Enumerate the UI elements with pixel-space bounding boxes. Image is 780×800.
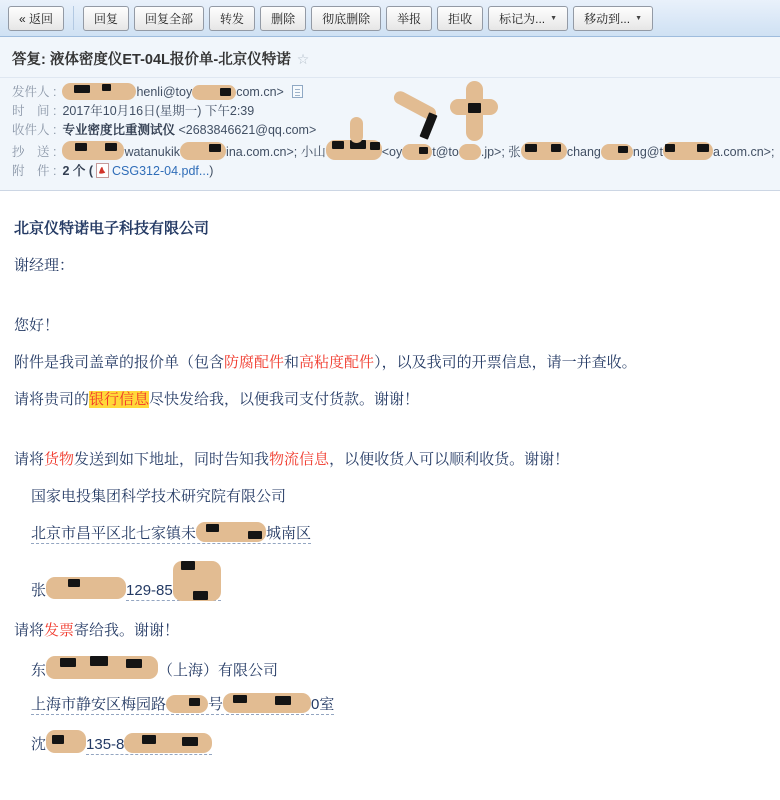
text-part: （上海）有限公司 bbox=[158, 662, 279, 679]
from-address-part: henli@toy bbox=[136, 85, 193, 99]
cc-address-part: t@to bbox=[432, 145, 459, 159]
text-part: 城南区 bbox=[266, 525, 312, 542]
text-part: 尽快发给我，以便我司支付货款。谢谢！ bbox=[149, 391, 420, 408]
reject-button[interactable]: 拒收 bbox=[437, 6, 483, 31]
from-row bbox=[12, 83, 768, 102]
attachment-count: 2 个 ( bbox=[62, 164, 94, 178]
cc-row bbox=[12, 140, 775, 162]
redaction-blob bbox=[326, 140, 382, 160]
text-part: 附件是我司盖章的报价单（包含 bbox=[14, 354, 225, 371]
text-part: 张 bbox=[31, 582, 47, 599]
delete-forever-button[interactable]: 彻底删除 bbox=[311, 6, 381, 31]
redaction-blob bbox=[402, 144, 432, 160]
mark-as-button[interactable] bbox=[488, 6, 568, 31]
subject-bar bbox=[0, 37, 780, 78]
body-paragraph-invoice bbox=[14, 619, 764, 642]
text-part: 135-8 bbox=[86, 736, 125, 753]
contact-card-icon[interactable] bbox=[292, 85, 303, 98]
toolbar-separator bbox=[73, 6, 74, 30]
text-part: 0室 bbox=[311, 696, 335, 713]
red-text: 高粘度配件 bbox=[299, 354, 375, 371]
to-address: <2683846621@qq.com> bbox=[178, 123, 317, 137]
cc-address-part: a.com.cn>; bbox=[712, 145, 775, 159]
red-text: 货物 bbox=[44, 451, 75, 468]
forward-button[interactable]: 转发 bbox=[209, 6, 255, 31]
redaction-blob bbox=[46, 730, 86, 753]
text-part: 请将 bbox=[14, 451, 45, 468]
redaction-blob bbox=[601, 144, 633, 160]
red-text: 发票 bbox=[44, 622, 75, 639]
text-part: 发送到如下地址，同时告知我 bbox=[74, 451, 270, 468]
move-to-button[interactable] bbox=[573, 6, 653, 31]
attachment-row bbox=[12, 162, 768, 181]
reply-button[interactable]: 回复 bbox=[83, 6, 129, 31]
redaction-blob bbox=[459, 144, 481, 160]
redaction-blob bbox=[196, 522, 266, 542]
text-part: 号 bbox=[208, 696, 224, 713]
from-label: 发件人 : bbox=[12, 85, 57, 99]
mail-toolbar bbox=[0, 0, 780, 37]
report-button[interactable]: 举报 bbox=[386, 6, 432, 31]
mail-header-panel bbox=[0, 37, 780, 191]
invoice-contact-line bbox=[14, 730, 764, 753]
move-to-label: 移动到... bbox=[584, 11, 631, 26]
detected-address bbox=[31, 696, 334, 715]
shipping-address-line bbox=[14, 522, 764, 545]
star-icon[interactable]: ☆ bbox=[296, 51, 310, 67]
pdf-icon bbox=[96, 163, 109, 178]
dropdown-arrow-icon: ▼ bbox=[635, 14, 643, 22]
redaction-blob bbox=[124, 733, 212, 753]
cc-address-part: ina.com.cn>; 小山 bbox=[226, 145, 326, 159]
redaction-blob bbox=[192, 85, 236, 100]
text-part: 请将贵司的 bbox=[14, 391, 90, 408]
time-label: 时 间 : bbox=[12, 104, 57, 118]
body-hello: 您好！ bbox=[14, 317, 60, 334]
redaction-blob bbox=[180, 142, 226, 160]
dropdown-arrow-icon: ▼ bbox=[550, 14, 558, 22]
attachment-close-paren: ) bbox=[209, 164, 214, 178]
cc-address-part: <oy bbox=[381, 145, 403, 159]
header-fields bbox=[0, 78, 780, 190]
mail-body bbox=[0, 191, 780, 773]
text-part: 和 bbox=[284, 354, 300, 371]
redaction-blob bbox=[173, 561, 221, 601]
mail-subject: 答复: 液体密度仪ET-04L报价单-北京仪特诺 bbox=[12, 52, 291, 68]
shipping-contact-line bbox=[14, 559, 764, 599]
redaction-blob bbox=[663, 142, 713, 160]
attachment-link[interactable]: CSG312-04.pdf... bbox=[112, 164, 210, 178]
body-paragraph-shipping bbox=[14, 448, 764, 471]
cc-address-part: .jp>; 张 bbox=[480, 145, 521, 159]
text-part: 寄给我。谢谢！ bbox=[74, 622, 180, 639]
cc-address-part: watanukik bbox=[124, 145, 181, 159]
detected-address bbox=[31, 525, 311, 544]
text-part: 上海市静安区梅园路 bbox=[31, 696, 167, 713]
redaction-blob bbox=[223, 693, 311, 713]
time-row bbox=[12, 102, 768, 121]
redaction-blob bbox=[62, 141, 124, 160]
invoice-address-line bbox=[14, 693, 764, 716]
to-row bbox=[12, 121, 768, 140]
shipping-company-line: 国家电投集团科学技术研究院有限公司 bbox=[31, 488, 287, 505]
cc-address-part: chang bbox=[566, 145, 601, 159]
redaction-blob bbox=[62, 83, 136, 100]
body-greeting: 谢经理： bbox=[14, 257, 75, 274]
invoice-company-line bbox=[14, 656, 764, 679]
highlighted-text: 银行信息 bbox=[89, 391, 150, 408]
text-part: 沈 bbox=[31, 736, 47, 753]
from-address-part: com.cn> bbox=[236, 85, 284, 99]
back-button[interactable]: « 返回 bbox=[8, 6, 64, 31]
text-part: ），以及我司的开票信息，请一并查收。 bbox=[374, 354, 637, 371]
detected-phone bbox=[126, 582, 221, 601]
detected-phone bbox=[86, 736, 212, 755]
body-paragraph-bank bbox=[14, 388, 764, 411]
redaction-blob bbox=[521, 142, 567, 160]
text-part: 请将 bbox=[14, 622, 45, 639]
text-part: 东 bbox=[31, 662, 47, 679]
cc-label: 抄 送 : bbox=[12, 145, 57, 159]
redaction-blob bbox=[46, 577, 126, 599]
text-part: 北京市昌平区北七家镇未 bbox=[31, 525, 197, 542]
body-paragraph-attachment bbox=[14, 351, 764, 374]
body-company-name: 北京仪特诺电子科技有限公司 bbox=[14, 220, 210, 237]
cc-address-part: ng@t bbox=[632, 145, 663, 159]
redaction-blob bbox=[166, 695, 208, 713]
redaction-blob bbox=[350, 117, 363, 143]
reply-all-button[interactable]: 回复全部 bbox=[134, 6, 204, 31]
time-value: 2017年10月16日(星期一) 下午2:39 bbox=[62, 104, 255, 118]
mark-as-label: 标记为... bbox=[499, 11, 546, 26]
delete-button[interactable]: 删除 bbox=[260, 6, 306, 31]
to-name: 专业密度比重测试仪 bbox=[62, 123, 175, 137]
to-label: 收件人 : bbox=[12, 123, 57, 137]
red-text: 物流信息 bbox=[269, 451, 330, 468]
red-text: 防腐配件 bbox=[224, 354, 285, 371]
redaction-blob bbox=[46, 656, 158, 679]
redaction-blob bbox=[468, 103, 481, 113]
text-part: ，以便收货人可以顺利收货。谢谢！ bbox=[329, 451, 570, 468]
attachment-label: 附 件 : bbox=[12, 164, 57, 178]
text-part: 129-85 bbox=[126, 582, 173, 599]
